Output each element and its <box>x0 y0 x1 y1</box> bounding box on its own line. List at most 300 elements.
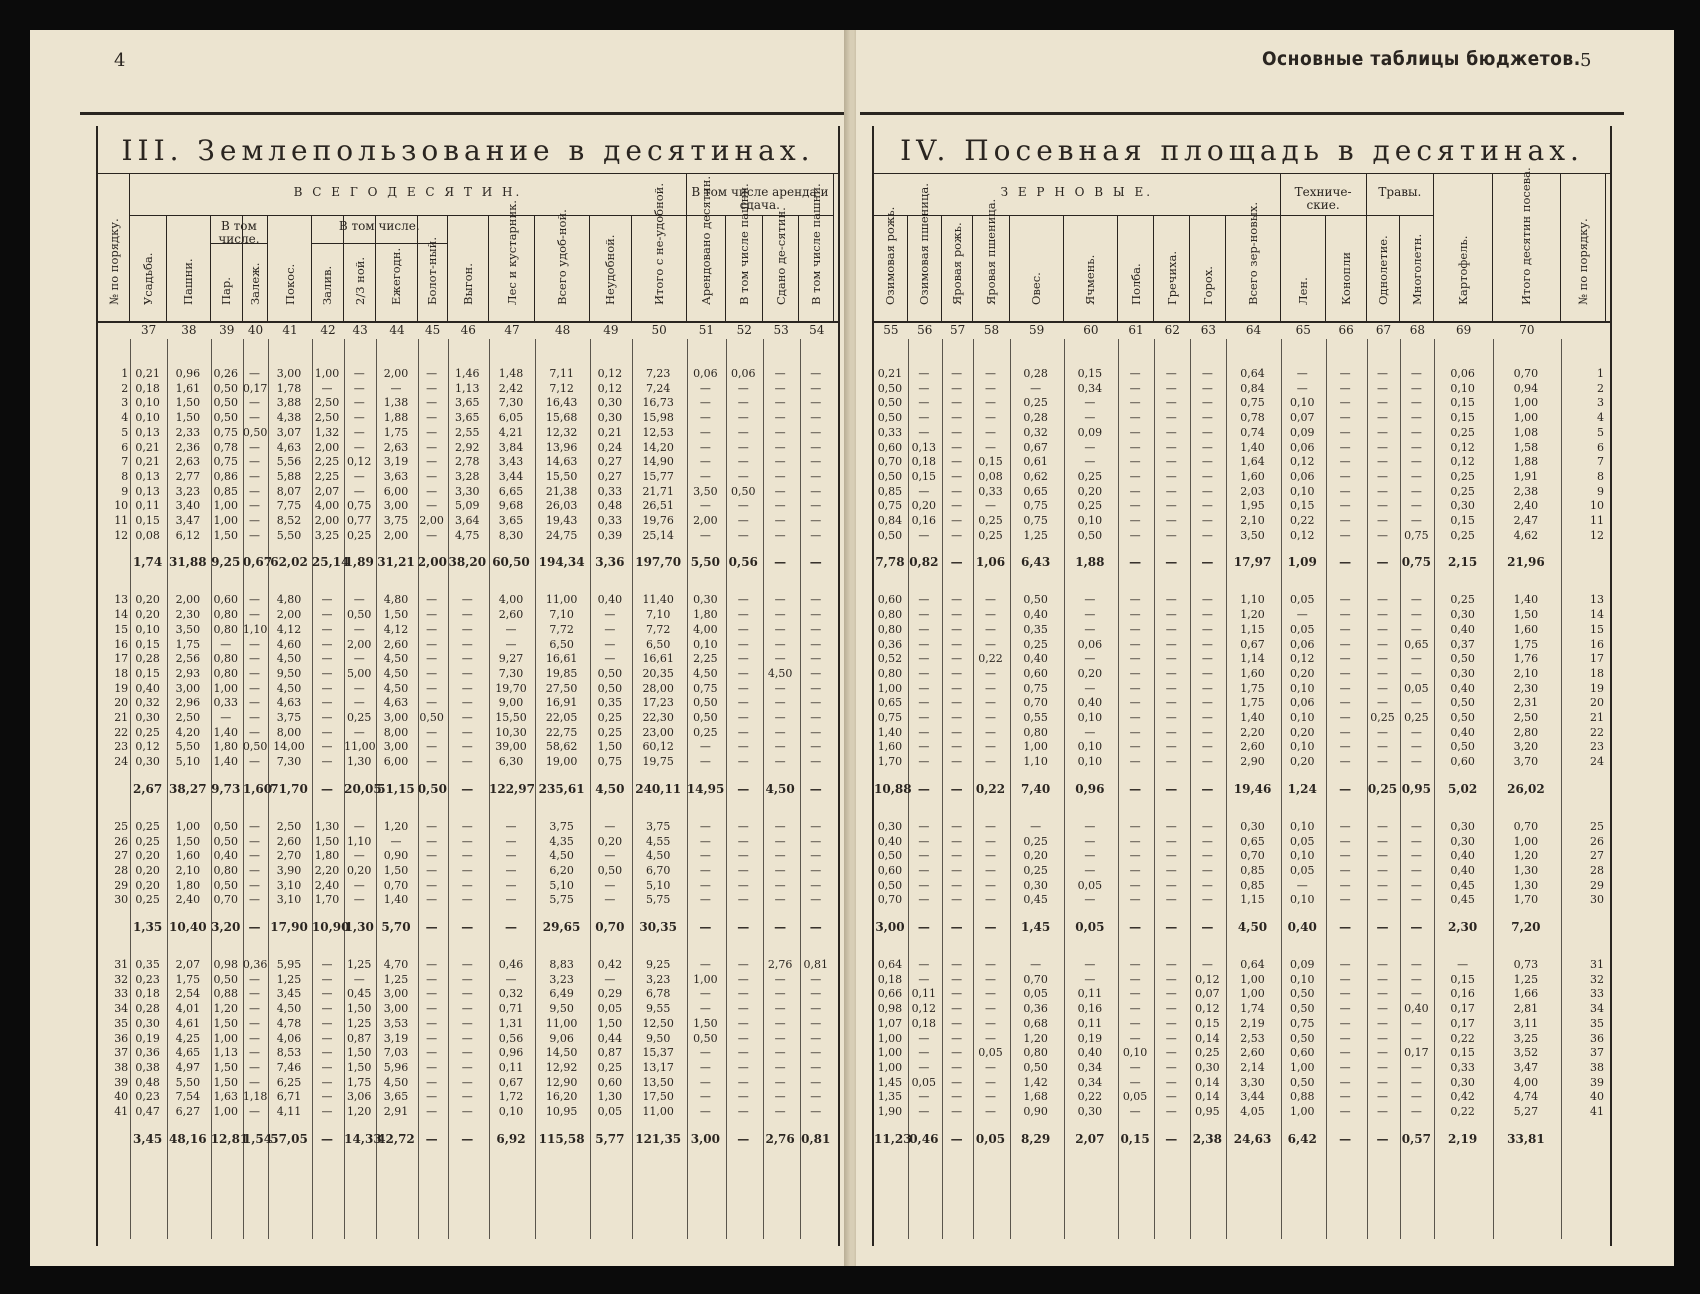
right-page-number: 5 <box>1580 50 1592 71</box>
sown-area-row <box>874 396 1610 410</box>
table-cell: — <box>810 1016 822 1030</box>
table-cell: 5,10 <box>549 878 574 892</box>
table-cell: — <box>1165 637 1177 651</box>
row-number: 20 <box>114 696 129 710</box>
table-cell: 0,50 <box>877 469 903 483</box>
table-cell: 1,00 <box>877 1031 903 1045</box>
table-cell: — <box>1129 608 1141 622</box>
table-cell: 0,25 <box>693 725 718 739</box>
table-cell: 7,30 <box>498 666 524 680</box>
table-cell: — <box>426 396 438 410</box>
table-cell: 0,96 <box>1075 781 1105 796</box>
table-cell: — <box>1410 608 1422 622</box>
table-cell: 0,13 <box>911 440 937 454</box>
table-cell: — <box>737 1046 749 1060</box>
table-cell: — <box>810 637 822 651</box>
table-cell: — <box>1410 893 1422 907</box>
table-cell: — <box>810 834 822 848</box>
sown-area-col-label: Яровая пшеница. <box>983 198 998 305</box>
table-cell: — <box>1339 608 1351 622</box>
table-cell: 1,45 <box>877 1075 903 1089</box>
table-cell: 9,25 <box>211 555 241 570</box>
sown-area-col-label: Однолетие. <box>1375 235 1390 305</box>
table-cell: 0,80 <box>213 863 239 877</box>
table-cell: 1,58 <box>1513 440 1539 454</box>
table-cell: 14,33 <box>344 1131 382 1146</box>
table-cell: 0,25 <box>346 711 372 724</box>
sown-area-col-header <box>1561 174 1606 321</box>
table-cell: 0,70 <box>1513 819 1539 833</box>
table-cell: — <box>353 484 365 498</box>
table-cell: 0,40 <box>1023 652 1048 666</box>
table-cell: 1,00 <box>1289 1060 1315 1074</box>
table-cell: 16,61 <box>545 652 578 666</box>
sown-area-col-number: 70 <box>1519 323 1535 337</box>
table-cell: — <box>505 819 517 833</box>
table-cell: — <box>737 499 749 513</box>
table-cell: — <box>984 593 996 607</box>
table-cell: 0,75 <box>877 711 903 724</box>
land-use-col-label: Залив. <box>320 265 335 305</box>
table-cell: 0,50 <box>213 819 239 833</box>
table-cell: 0,90 <box>383 849 409 863</box>
table-cell: — <box>426 528 438 542</box>
land-use-row <box>98 396 838 410</box>
table-cell: — <box>426 725 438 739</box>
land-use-col-header <box>98 174 130 321</box>
row-number: 1 <box>1596 367 1604 380</box>
table-cell: 0,12 <box>1289 652 1315 666</box>
land-use-row <box>98 593 838 607</box>
table-cell: — <box>1165 381 1177 395</box>
table-cell: — <box>918 484 930 498</box>
land-use-col-label: В том числе пашни. <box>736 183 751 305</box>
table-cell: 0,30 <box>1450 499 1475 513</box>
table-cell: 13,50 <box>642 1075 674 1089</box>
table-cell: 0,50 <box>597 666 623 680</box>
table-cell: — <box>737 469 749 483</box>
table-cell: 0,75 <box>1023 514 1048 527</box>
table-cell: 1,00 <box>213 681 239 695</box>
table-cell: — <box>249 528 261 542</box>
table-cell: 0,50 <box>1450 652 1475 666</box>
table-cell: 57,05 <box>270 1131 308 1146</box>
table-cell: 2,50 <box>314 396 340 410</box>
table-cell: 0,10 <box>1077 514 1103 527</box>
table-cell: — <box>737 1031 749 1045</box>
table-cell: 0,95 <box>1195 1105 1220 1118</box>
row-number: 37 <box>114 1046 129 1060</box>
table-cell: — <box>1410 920 1423 934</box>
table-cell: 4,80 <box>276 593 302 607</box>
table-cell: — <box>810 725 822 739</box>
table-cell: 4,21 <box>498 425 524 439</box>
table-cell: — <box>461 666 473 680</box>
table-cell: — <box>604 608 616 622</box>
table-cell: 3,30 <box>1240 1075 1265 1089</box>
table-cell: 3,44 <box>1240 1090 1265 1104</box>
land-use-col-number: 46 <box>460 323 476 337</box>
table-cell: 0,12 <box>346 455 372 469</box>
table-cell: 29,65 <box>542 920 581 934</box>
table-cell: 22,75 <box>545 725 578 739</box>
table-cell: — <box>1201 499 1213 513</box>
table-cell: — <box>918 396 930 410</box>
sown-area-total-row <box>874 1132 1610 1146</box>
table-cell: — <box>321 987 333 1001</box>
table-cell: — <box>249 1046 261 1060</box>
table-cell: 0,10 <box>1289 740 1315 754</box>
table-cell: 1,00 <box>213 514 239 527</box>
row-number: 41 <box>114 1105 129 1118</box>
table-cell: 0,12 <box>597 381 623 395</box>
table-cell: 5,50 <box>690 555 720 570</box>
table-cell: 0,48 <box>597 499 623 513</box>
table-cell: 0,75 <box>1240 396 1265 410</box>
table-cell: 1,13 <box>213 1046 239 1060</box>
table-cell: 0,60 <box>877 440 903 454</box>
table-cell: — <box>737 1131 750 1146</box>
sown-area-table <box>872 126 1612 1246</box>
table-cell: — <box>1165 555 1178 570</box>
table-cell: — <box>353 440 365 454</box>
sown-area-col-label: Многолетн. <box>1409 233 1424 305</box>
table-cell: — <box>1296 608 1308 622</box>
table-cell: 0,50 <box>1077 528 1103 542</box>
table-cell: 1,00 <box>1513 834 1539 848</box>
table-cell: 0,36 <box>135 1046 160 1060</box>
table-cell: 1,30 <box>1513 878 1539 892</box>
table-cell: 3,50 <box>693 484 718 498</box>
table-cell: — <box>699 1090 711 1104</box>
table-cell: — <box>426 593 438 607</box>
table-cell: — <box>1376 637 1388 651</box>
table-cell: 4,63 <box>383 696 409 710</box>
table-cell: — <box>810 622 822 636</box>
table-cell: — <box>461 622 473 636</box>
table-cell: — <box>774 367 786 380</box>
table-cell: — <box>1339 755 1351 769</box>
table-cell: — <box>249 987 261 1001</box>
table-cell: — <box>426 878 438 892</box>
table-cell: 0,50 <box>213 834 239 848</box>
table-cell: — <box>1339 893 1351 907</box>
table-cell: — <box>810 849 822 863</box>
table-cell: — <box>1339 878 1351 892</box>
table-cell: — <box>1410 484 1422 498</box>
table-cell: 3,36 <box>595 555 625 570</box>
table-cell: 1,00 <box>1513 396 1539 410</box>
table-cell: 0,20 <box>1289 755 1315 769</box>
table-cell: — <box>604 893 616 907</box>
table-cell: — <box>249 1075 261 1089</box>
table-cell: — <box>810 528 822 542</box>
table-cell: — <box>426 849 438 863</box>
table-cell: 4,78 <box>276 1016 302 1030</box>
table-cell: 0,22 <box>1077 1090 1103 1104</box>
table-cell: — <box>1410 652 1422 666</box>
table-cell: — <box>918 652 930 666</box>
table-cell: — <box>951 1031 963 1045</box>
sown-area-row <box>874 1090 1610 1104</box>
table-cell: 2,30 <box>1448 920 1478 934</box>
sown-area-col-header <box>1493 167 1561 321</box>
table-cell: 121,35 <box>635 1131 682 1146</box>
sown-area-row <box>874 411 1610 425</box>
table-cell: 0,25 <box>597 1060 623 1074</box>
table-cell: 1,50 <box>597 740 623 754</box>
table-cell: — <box>321 381 333 395</box>
table-cell: — <box>220 711 232 724</box>
table-cell: — <box>1339 514 1351 527</box>
table-cell: — <box>1339 1046 1351 1060</box>
sown-area-header <box>874 167 1610 323</box>
table-cell: 1,40 <box>213 725 239 739</box>
table-cell: 0,50 <box>693 1031 718 1045</box>
table-cell: 9,50 <box>276 666 302 680</box>
table-cell: — <box>1129 1075 1141 1089</box>
sown-area-col-label: Озимовая рожь. <box>883 206 898 305</box>
table-cell: — <box>1376 972 1388 986</box>
table-cell: — <box>1376 1075 1388 1089</box>
table-cell: 1,45 <box>1021 920 1051 934</box>
table-cell: 0,40 <box>1450 849 1475 863</box>
table-cell: 0,80 <box>877 666 903 680</box>
table-cell: — <box>984 711 996 724</box>
table-cell: 0,52 <box>877 652 903 666</box>
table-cell: — <box>1165 893 1177 907</box>
table-cell: 0,30 <box>1077 1105 1103 1118</box>
table-cell: — <box>1165 834 1177 848</box>
table-cell: — <box>984 622 996 636</box>
table-cell: 0,67 <box>1023 440 1048 454</box>
land-use-row <box>98 835 838 849</box>
right-header-rule <box>860 112 1624 115</box>
table-cell: — <box>951 893 963 907</box>
table-cell: 1,80 <box>175 878 201 892</box>
table-cell: 0,10 <box>1289 849 1315 863</box>
table-cell: — <box>1339 411 1351 425</box>
table-cell: 0,32 <box>1023 425 1048 439</box>
table-cell: — <box>774 1105 786 1118</box>
table-cell: 3,75 <box>383 514 409 527</box>
table-cell: 0,80 <box>877 622 903 636</box>
table-cell: 0,50 <box>417 781 447 796</box>
table-cell: 4,12 <box>276 622 302 636</box>
table-cell: — <box>1129 381 1141 395</box>
table-cell: — <box>1410 469 1422 483</box>
table-cell: 0,22 <box>1289 514 1315 527</box>
land-use-col-number: 52 <box>736 323 752 337</box>
table-cell: 1,25 <box>276 972 302 986</box>
table-cell: 20,35 <box>642 666 674 680</box>
table-cell: — <box>737 781 750 796</box>
table-cell: 16,61 <box>642 652 674 666</box>
table-cell: — <box>774 622 786 636</box>
land-use-row <box>98 987 838 1001</box>
table-cell: — <box>1165 819 1177 833</box>
table-cell: 0,16 <box>1450 987 1475 1001</box>
table-cell: 4,97 <box>175 1060 201 1074</box>
table-cell: 0,60 <box>877 593 903 607</box>
table-cell: — <box>461 878 473 892</box>
land-use-row <box>98 893 838 907</box>
table-cell: 0,25 <box>978 528 1003 542</box>
table-cell: — <box>950 1131 963 1146</box>
table-cell: 0,13 <box>135 425 160 439</box>
table-cell: 0,45 <box>346 987 372 1001</box>
sown-area-row <box>874 893 1610 907</box>
table-cell: 0,37 <box>1450 637 1475 651</box>
table-cell: — <box>737 1016 749 1030</box>
table-cell: 0,12 <box>597 367 623 380</box>
table-cell: — <box>1129 652 1141 666</box>
table-cell: 0,28 <box>1023 411 1048 425</box>
table-cell: — <box>426 1105 438 1118</box>
table-cell: — <box>918 819 930 833</box>
table-cell: — <box>810 696 822 710</box>
table-cell: 0,56 <box>728 555 758 570</box>
land-use-row <box>98 652 838 666</box>
sown-area-row <box>874 682 1610 696</box>
table-cell: — <box>1165 920 1178 934</box>
table-cell: 0,21 <box>597 425 623 439</box>
table-cell: — <box>425 920 438 934</box>
table-cell: — <box>1201 740 1213 754</box>
table-cell: 0,34 <box>1077 1060 1103 1074</box>
table-cell: — <box>737 834 749 848</box>
table-cell: 12,53 <box>642 425 674 439</box>
table-cell: — <box>737 681 749 695</box>
table-cell: — <box>1201 834 1213 848</box>
land-use-col-label: 2/3 ной. <box>352 256 367 305</box>
table-cell: — <box>1339 1075 1351 1089</box>
table-cell: 2,00 <box>693 514 718 527</box>
table-cell: 0,16 <box>1077 1002 1103 1016</box>
table-cell: — <box>1201 725 1213 739</box>
table-cell: 4,80 <box>383 593 409 607</box>
table-cell: 122,97 <box>489 781 535 796</box>
table-cell: 0,50 <box>242 740 268 754</box>
table-cell: 3,75 <box>549 819 574 833</box>
table-cell: 16,91 <box>545 696 578 710</box>
table-cell: 0,96 <box>175 367 201 380</box>
table-cell: 6,00 <box>383 484 409 498</box>
table-cell: 0,15 <box>1120 1131 1150 1146</box>
land-use-col-header <box>167 216 211 321</box>
table-cell: 2,30 <box>1513 681 1539 695</box>
table-cell: — <box>1165 972 1177 986</box>
table-cell: 0,05 <box>975 1131 1006 1146</box>
table-cell: 0,30 <box>1450 666 1475 680</box>
table-cell: 3,53 <box>383 1016 409 1030</box>
table-cell: 30,35 <box>639 920 677 934</box>
table-cell: — <box>1201 455 1213 469</box>
table-cell: — <box>1376 1002 1388 1016</box>
table-cell: 1,50 <box>346 1060 372 1074</box>
table-cell: 1,40 <box>877 725 903 739</box>
table-cell: 4,00 <box>1513 1075 1539 1089</box>
sown-area-col-header <box>1010 216 1064 321</box>
row-number: 2 <box>121 381 129 395</box>
table-cell: — <box>1296 367 1308 380</box>
table-cell: 0,75 <box>213 455 239 469</box>
table-cell: 1,88 <box>1075 555 1105 570</box>
table-cell: — <box>984 681 996 695</box>
group-technical: Техниче-ские. <box>1281 174 1367 216</box>
table-cell: — <box>1339 367 1351 380</box>
table-cell: — <box>737 440 749 454</box>
table-cell: — <box>461 920 474 934</box>
table-cell: — <box>505 834 517 848</box>
table-cell: — <box>1030 381 1042 395</box>
sown-area-row <box>874 835 1610 849</box>
table-cell: 0,18 <box>911 455 937 469</box>
table-cell: — <box>249 819 261 833</box>
table-cell: — <box>951 1016 963 1030</box>
table-cell: — <box>950 781 963 796</box>
table-cell: — <box>699 411 711 425</box>
table-cell: — <box>1084 849 1096 863</box>
table-cell: — <box>737 1060 749 1074</box>
table-cell: 5,50 <box>276 528 302 542</box>
table-cell: — <box>249 396 261 410</box>
table-cell: — <box>425 1131 438 1146</box>
table-cell: 1,40 <box>1240 440 1265 454</box>
row-number: 24 <box>114 755 129 769</box>
table-cell: — <box>1129 1016 1141 1030</box>
table-cell: — <box>249 514 261 527</box>
sown-area-col-label: Горох. <box>1200 266 1215 305</box>
table-cell: 3,23 <box>645 972 671 986</box>
table-cell: — <box>249 1002 261 1016</box>
table-cell: 0,25 <box>1077 469 1103 483</box>
land-use-col-number: 45 <box>424 323 441 337</box>
table-cell: — <box>353 652 365 666</box>
table-cell: — <box>1129 755 1141 769</box>
table-cell: 0,50 <box>693 696 718 710</box>
row-number: 1 <box>121 367 129 380</box>
table-cell: — <box>1410 849 1422 863</box>
table-cell: — <box>1129 696 1141 710</box>
table-cell: 0,06 <box>1077 637 1103 651</box>
table-cell: 4,65 <box>175 1046 201 1060</box>
table-cell: — <box>1165 725 1177 739</box>
row-number: 18 <box>114 666 129 680</box>
table-cell: — <box>220 637 232 651</box>
table-cell: 0,10 <box>1077 755 1103 769</box>
land-use-column-numbers <box>98 323 838 339</box>
table-cell: — <box>1129 1060 1141 1074</box>
table-cell: 3,07 <box>276 425 302 439</box>
table-cell: — <box>426 893 438 907</box>
table-cell: 0,98 <box>877 1002 903 1016</box>
table-cell: — <box>321 681 333 695</box>
table-cell: — <box>699 381 711 395</box>
table-cell: — <box>737 593 749 607</box>
table-cell: — <box>810 863 822 877</box>
table-cell: 0,36 <box>242 958 268 971</box>
table-cell: — <box>918 834 930 848</box>
table-cell: — <box>1339 396 1351 410</box>
table-cell: — <box>426 1031 438 1045</box>
table-cell: 3,25 <box>1513 1031 1539 1045</box>
table-cell: — <box>426 411 438 425</box>
table-cell: — <box>951 711 963 724</box>
sown-area-col-number: 63 <box>1200 323 1216 337</box>
table-cell: 2,60 <box>1240 740 1265 754</box>
table-cell: 0,30 <box>693 593 718 607</box>
